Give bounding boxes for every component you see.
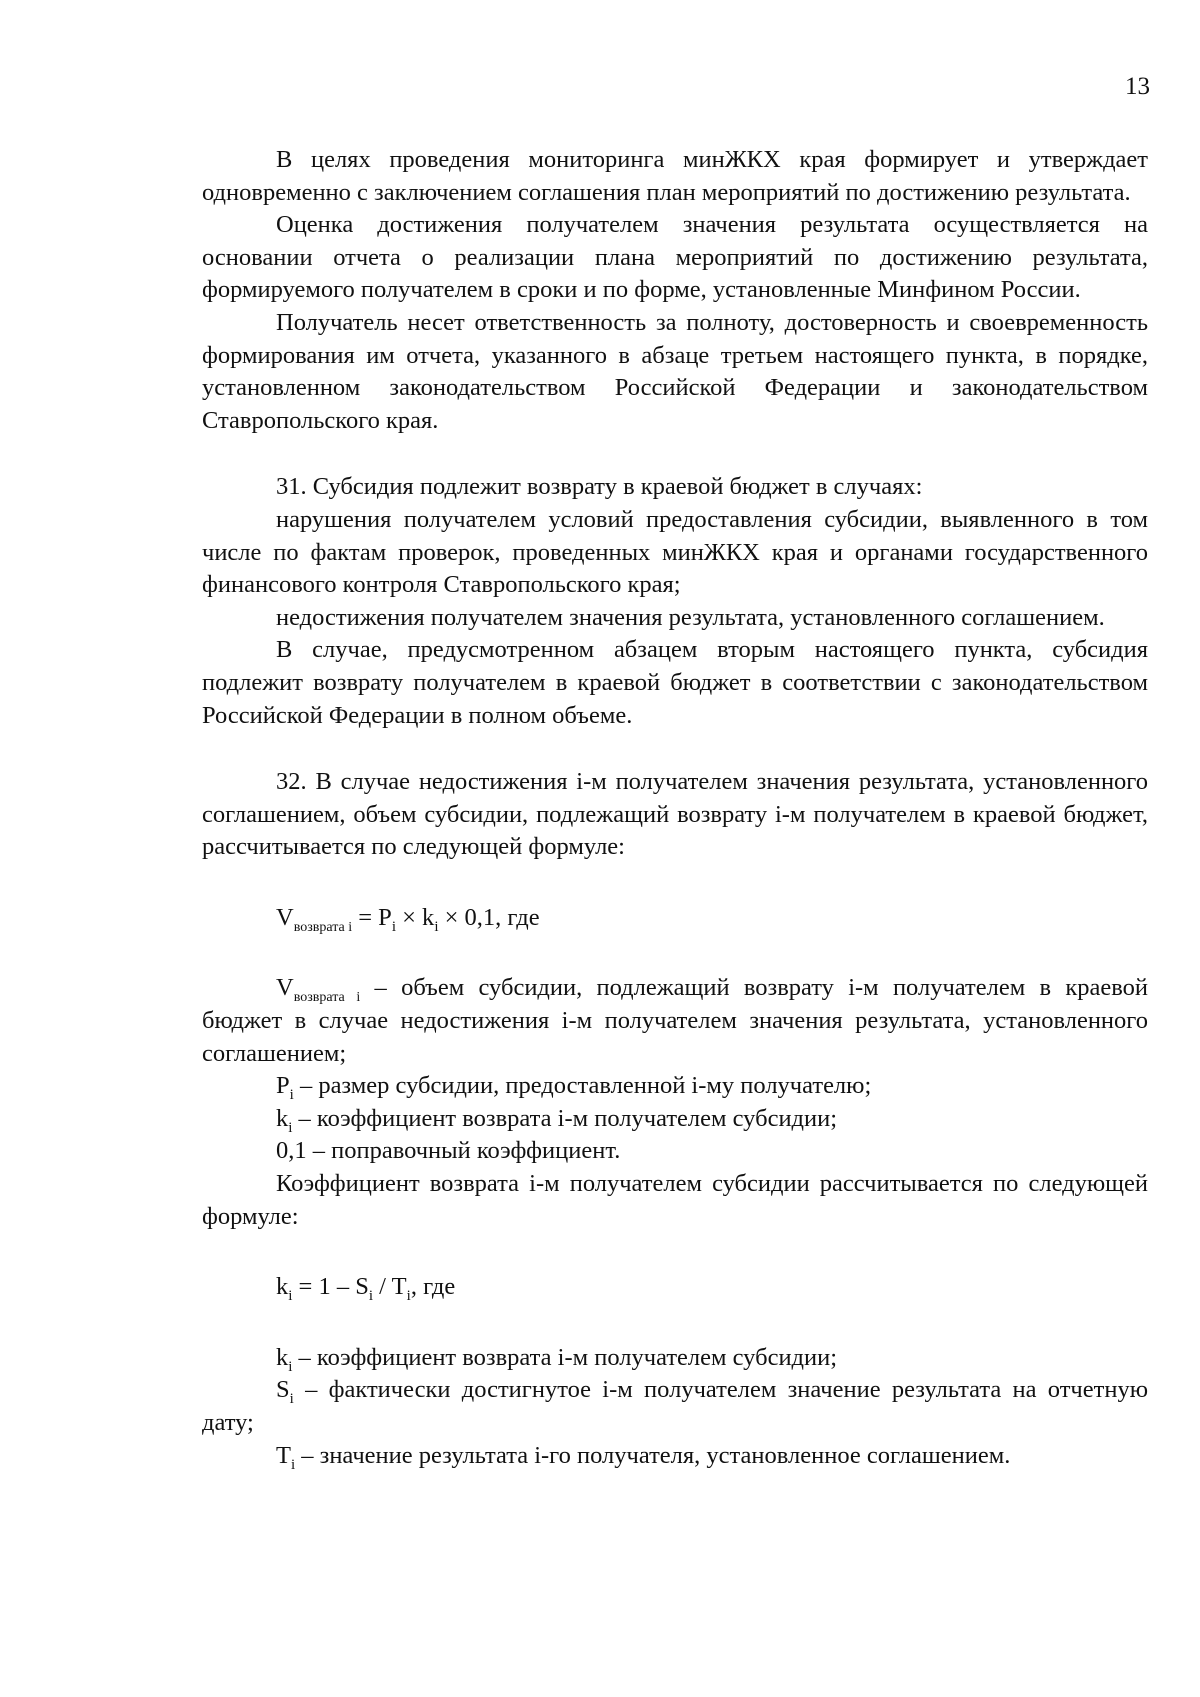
def2-s-subscript: i	[289, 1391, 294, 1408]
def-p-subscript: i	[289, 1087, 294, 1104]
formula2-k-symbol: k	[276, 1273, 289, 1301]
formula2-tail: , где	[410, 1273, 456, 1301]
clause-31-intro: 31. Субсидия подлежит возврату в краевой бюджет в случаях:	[276, 473, 923, 501]
formula2-div-t: / T	[373, 1273, 407, 1301]
clause-32-intro: 32. В случае недостижения i-м получателем значения результата, установленного соглашением, объем субсидии, подлежащий возврату i-м получателем в краевой бюджет, рассчитывается по следующей формуле:	[202, 768, 1148, 861]
def-k-text: – коэффициент возврата i-м получателем субсидии;	[292, 1104, 838, 1132]
formula-equals-p: = P	[352, 903, 392, 931]
def2-t-text: – значение результата i-го получателя, установленное соглашением.	[295, 1441, 1011, 1469]
def2-k-text: – коэффициент возврата i-м получателем субсидии;	[292, 1343, 838, 1371]
formula-v-subscript: возврата i	[293, 919, 353, 935]
def2-t-subscript: i	[290, 1456, 296, 1473]
formula-k-subscript: i	[434, 918, 439, 935]
def2-k-symbol: k	[276, 1343, 289, 1371]
paragraph-assessment: Оценка достижения получателем значения результата осуществляется на основании отчета о реализации плана мероприятий по достижению результата, формируемого получателем в сроки и по форме, установленные Минфином России.	[202, 211, 1148, 304]
definition-coefficient: 0,1 – поправочный коэффициент.	[276, 1137, 621, 1165]
def-v-subscript: возврата i	[293, 990, 361, 1006]
formula-p-subscript: i	[391, 918, 396, 935]
paragraph-responsibility: Получатель несет ответственность за полноту, достоверность и своевременность формирования им отчета, указанного в абзаце третьем настоящего пункта, в порядке, установленном законодательством Российской Федерации и законодательством Ставропольского края.	[202, 308, 1148, 434]
formula-v-symbol: V	[276, 903, 294, 931]
definition-k	[202, 1103, 1148, 1136]
formula2-s-subscript: i	[368, 1288, 374, 1305]
def-v-text: – объем субсидии, подлежащий возврату i-м получателем в краевой бюджет в случае недостижения i-м получателем значения результата, установленного соглашением;	[202, 974, 1148, 1067]
def-v-symbol: V	[276, 974, 294, 1002]
def-k-subscript: i	[288, 1119, 293, 1136]
formula-return-volume	[202, 902, 1148, 935]
formula-coefficient	[202, 1271, 1148, 1304]
definition-v	[202, 972, 1148, 1070]
paragraph-coefficient-intro: Коэффициент возврата i-м получателем субсидии рассчитывается по следующей формуле:	[202, 1170, 1148, 1230]
document-body	[202, 144, 1148, 1472]
paragraph-monitoring: В целях проведения мониторинга минЖКХ края формирует и утверждает одновременно с заключением соглашения план мероприятий по достижению результата.	[202, 146, 1148, 206]
def2-k-subscript: i	[288, 1358, 293, 1375]
definition2-k	[202, 1342, 1148, 1375]
clause-31-item-violation: нарушения получателем условий предоставления субсидии, выявленного в том числе по фактам проверок, проведенных минЖКХ края и органами государственного финансового контроля Ставропольского края;	[202, 505, 1148, 599]
def-p-text: – размер субсидии, предоставленной i-му получателю;	[293, 1072, 872, 1100]
definition-p	[202, 1070, 1148, 1103]
clause-31-return-rule: В случае, предусмотренном абзацем вторым настоящего пункта, субсидия подлежит возврату получателем в краевой бюджет в соответствии с законодательством Российской Федерации в полном объеме.	[202, 636, 1148, 729]
clause-31-item-nonachievement: недостижения получателем значения результата, установленного соглашением.	[276, 603, 1105, 631]
def-k-symbol: k	[276, 1104, 289, 1132]
def-p-symbol: P	[276, 1072, 290, 1100]
formula2-equals-s: = 1 – S	[292, 1273, 369, 1301]
formula-times-k: × k	[395, 903, 435, 931]
page-number: 13	[1125, 73, 1150, 100]
definition2-t	[202, 1440, 1148, 1473]
definition2-s	[202, 1374, 1148, 1439]
formula2-k-subscript: i	[288, 1288, 293, 1305]
def2-s-symbol: S	[276, 1376, 290, 1404]
formula-tail: × 0,1, где	[438, 903, 540, 931]
formula2-t-subscript: i	[406, 1288, 411, 1305]
def2-s-text: – фактически достигнутое i-м получателем значение результата на отчетную дату;	[202, 1376, 1148, 1436]
def2-t-symbol: T	[276, 1441, 291, 1469]
